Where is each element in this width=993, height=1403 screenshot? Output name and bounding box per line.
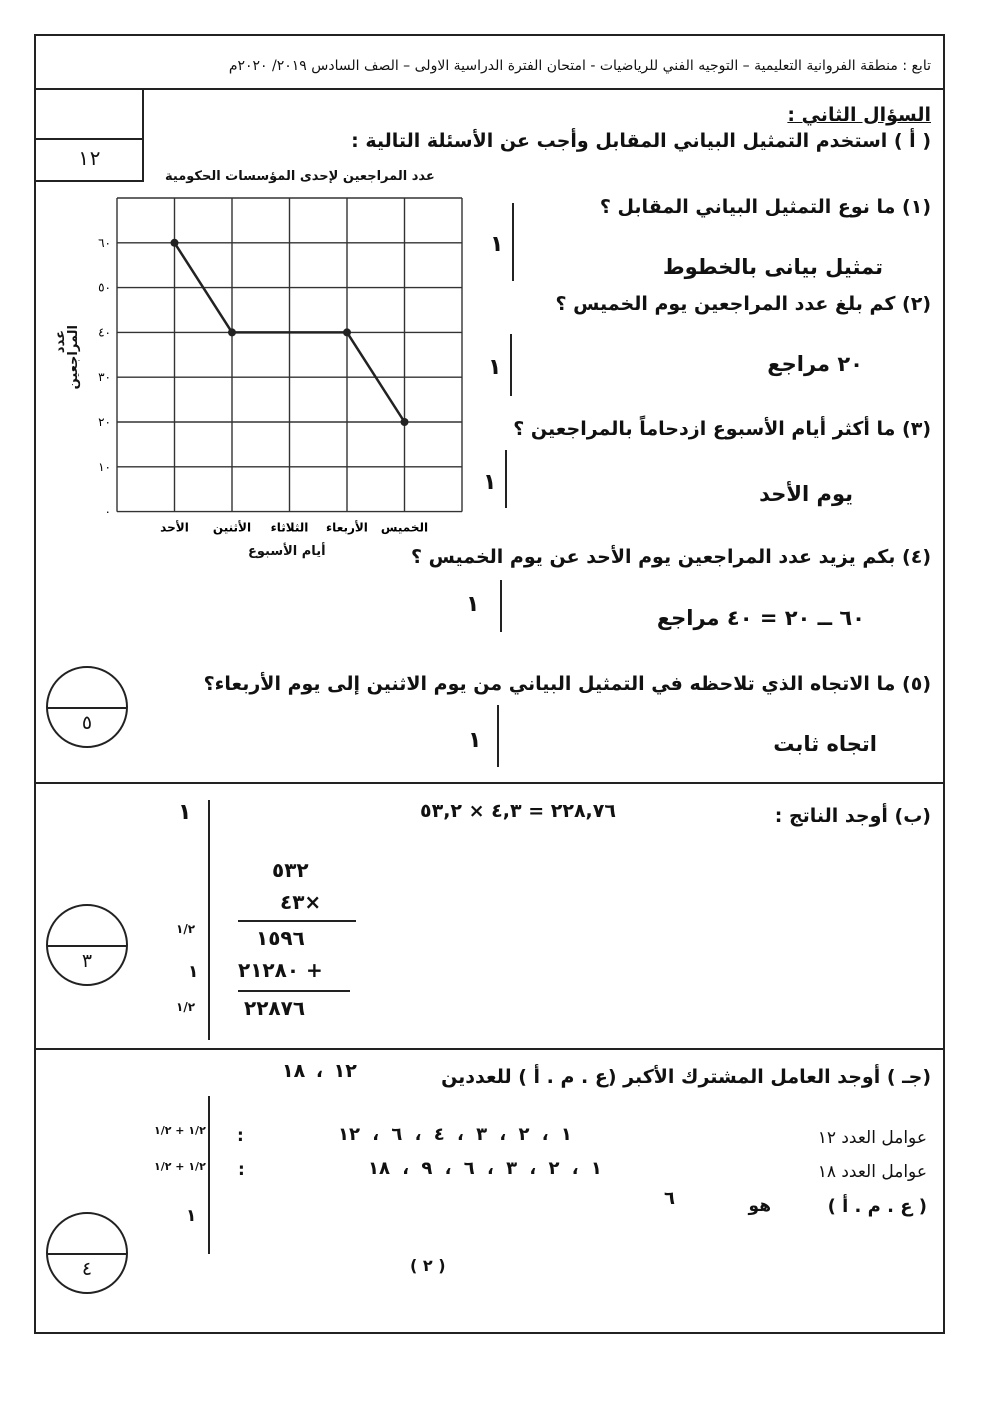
question-5: (٥) ما الاتجاه الذي تلاحظه في التمثيل البياني من يوم الاثنين إلى يوم الأربعاء؟ [203,673,931,695]
part-b-side-mark-1: ١/٢ [176,922,196,936]
mark-2: ١ [488,355,502,380]
question-2: (٢) كم بلغ عدد المراجعين يوم الخميس ؟ [555,293,931,315]
answer-4: ٦٠ ــ ٢٠ = ٤٠ مراجع [656,606,865,630]
factors-18-values: ١ ، ٢ ، ٣ ، ٦ ، ٩ ، ١٨ [368,1158,602,1179]
mark-5: ١ [468,728,482,753]
mark-3: ١ [483,470,497,495]
data-point [228,328,236,336]
gcf-word: هو [748,1196,771,1216]
part-c-score-circle [46,1212,128,1294]
part-c-score: ٤ [81,1258,93,1280]
part-a-score-circle [46,666,128,748]
page-number: ( ٢ ) [410,1256,446,1275]
part-c-title: (جـ ) أوجد العامل المشترك الأكبر (ع . م . أ ) للعددين [441,1066,931,1088]
y-label-1: عدد [53,330,68,354]
x-tick-label: الأثنين [212,520,252,535]
mark-4: ١ [466,592,480,617]
factors-12-values: ١ ، ٢ ، ٣ ، ٤ ، ٦ ، ١٢ [338,1124,572,1145]
part-c-numbers: ١٢ ، ١٨ [282,1060,357,1082]
gcf-value: ٦ [664,1188,675,1209]
part-b-mark-top: ١ [178,800,192,825]
total-score: ١٢ [76,146,102,170]
answer-2: ٢٠ مراجع [767,352,863,376]
chart-title: عدد المراجعين لإحدى المؤسسات الحكومية [165,169,435,184]
y-tick-label: ٠ [104,504,111,519]
question-4: (٤) بكم يزيد عدد المراجعين يوم الأحد عن يوم الخميس ؟ [410,546,931,568]
x-tick-label: الثلاثاء [270,520,309,535]
y-tick-label: ٦٠ [98,235,111,250]
work-line-1: ٥٣٢ [272,858,309,882]
work-line-2: ٤٣× [280,890,322,914]
y-tick-label: ٥٠ [98,280,111,295]
gcf-label: ( ع . م . أ ) [827,1196,927,1217]
part-c-side-mark-1: ١/٢ + ١/٢ [154,1124,206,1137]
mark-1: ١ [490,232,504,257]
answer-1: تمثيل بيانى بالخطوط [662,255,883,279]
y-label-2: المراجعين [66,325,81,390]
divider-part-b [36,782,943,784]
question-title: السؤال الثاني : [787,104,931,126]
divider-part-c [36,1048,943,1050]
header-divider [36,88,943,90]
y-tick-label: ٣٠ [98,370,111,385]
data-point [401,418,409,426]
data-point [343,328,351,336]
part-b-equation: ٢٢٨,٧٦ = ٤,٣ × ٥٣,٢ [420,800,616,822]
header-title: تابع : منطقة الفروانية التعليمية – التوجيه الفني للرياضيات - امتحان الفترة الدراسية الاولى – الصف السادس ٢٠١٩/ ٢٠٢٠م [228,58,931,74]
chart-ticks [98,236,428,535]
x-axis-label: أيام الأسبوع [248,544,326,559]
part-b-score: ٣ [81,950,93,972]
question-1: (١) ما نوع التمثيل البياني المقابل ؟ [599,196,931,218]
chart-grid [117,198,462,512]
y-tick-label: ٤٠ [98,325,111,340]
factors-18-label: عوامل العدد ١٨ [817,1162,927,1182]
data-point [171,239,179,247]
x-tick-label: الخميس [380,520,429,535]
part-c-side-mark-2: ١/٢ + ١/٢ [154,1160,206,1173]
part-b-score-circle [46,904,128,986]
part-b-side-mark-2: ١ [188,962,199,982]
x-tick-label: الأربعاء [326,520,368,535]
answer-5: اتجاه ثابت [773,732,877,756]
part-b-side-mark-3: ١/٢ [176,1000,196,1014]
work-line-4: ٢١٢٨٠ + [238,958,323,982]
question-3: (٣) ما أكثر أيام الأسبوع ازدحاماً بالمراجعين ؟ [513,418,931,440]
x-tick-label: الأحد [160,520,189,535]
part-a-score: ٥ [81,712,93,734]
total-score-box [36,90,144,182]
work-line-5: ٢٢٨٧٦ [244,996,306,1020]
work-line-3: ١٥٩٦ [256,926,305,950]
answer-3: يوم الأحد [759,482,853,506]
y-tick-label: ٢٠ [98,415,111,429]
y-tick-label: ١٠ [98,459,111,474]
line-chart [40,190,480,570]
part-a-intro: ( أ ) استخدم التمثيل البياني المقابل وأجب عن الأسئلة التالية : [351,130,931,152]
factors-12-label: عوامل العدد ١٢ [817,1128,927,1148]
part-b-title: (ب) أوجد الناتج : [774,805,931,827]
part-c-side-mark-3: ١ [186,1206,197,1226]
